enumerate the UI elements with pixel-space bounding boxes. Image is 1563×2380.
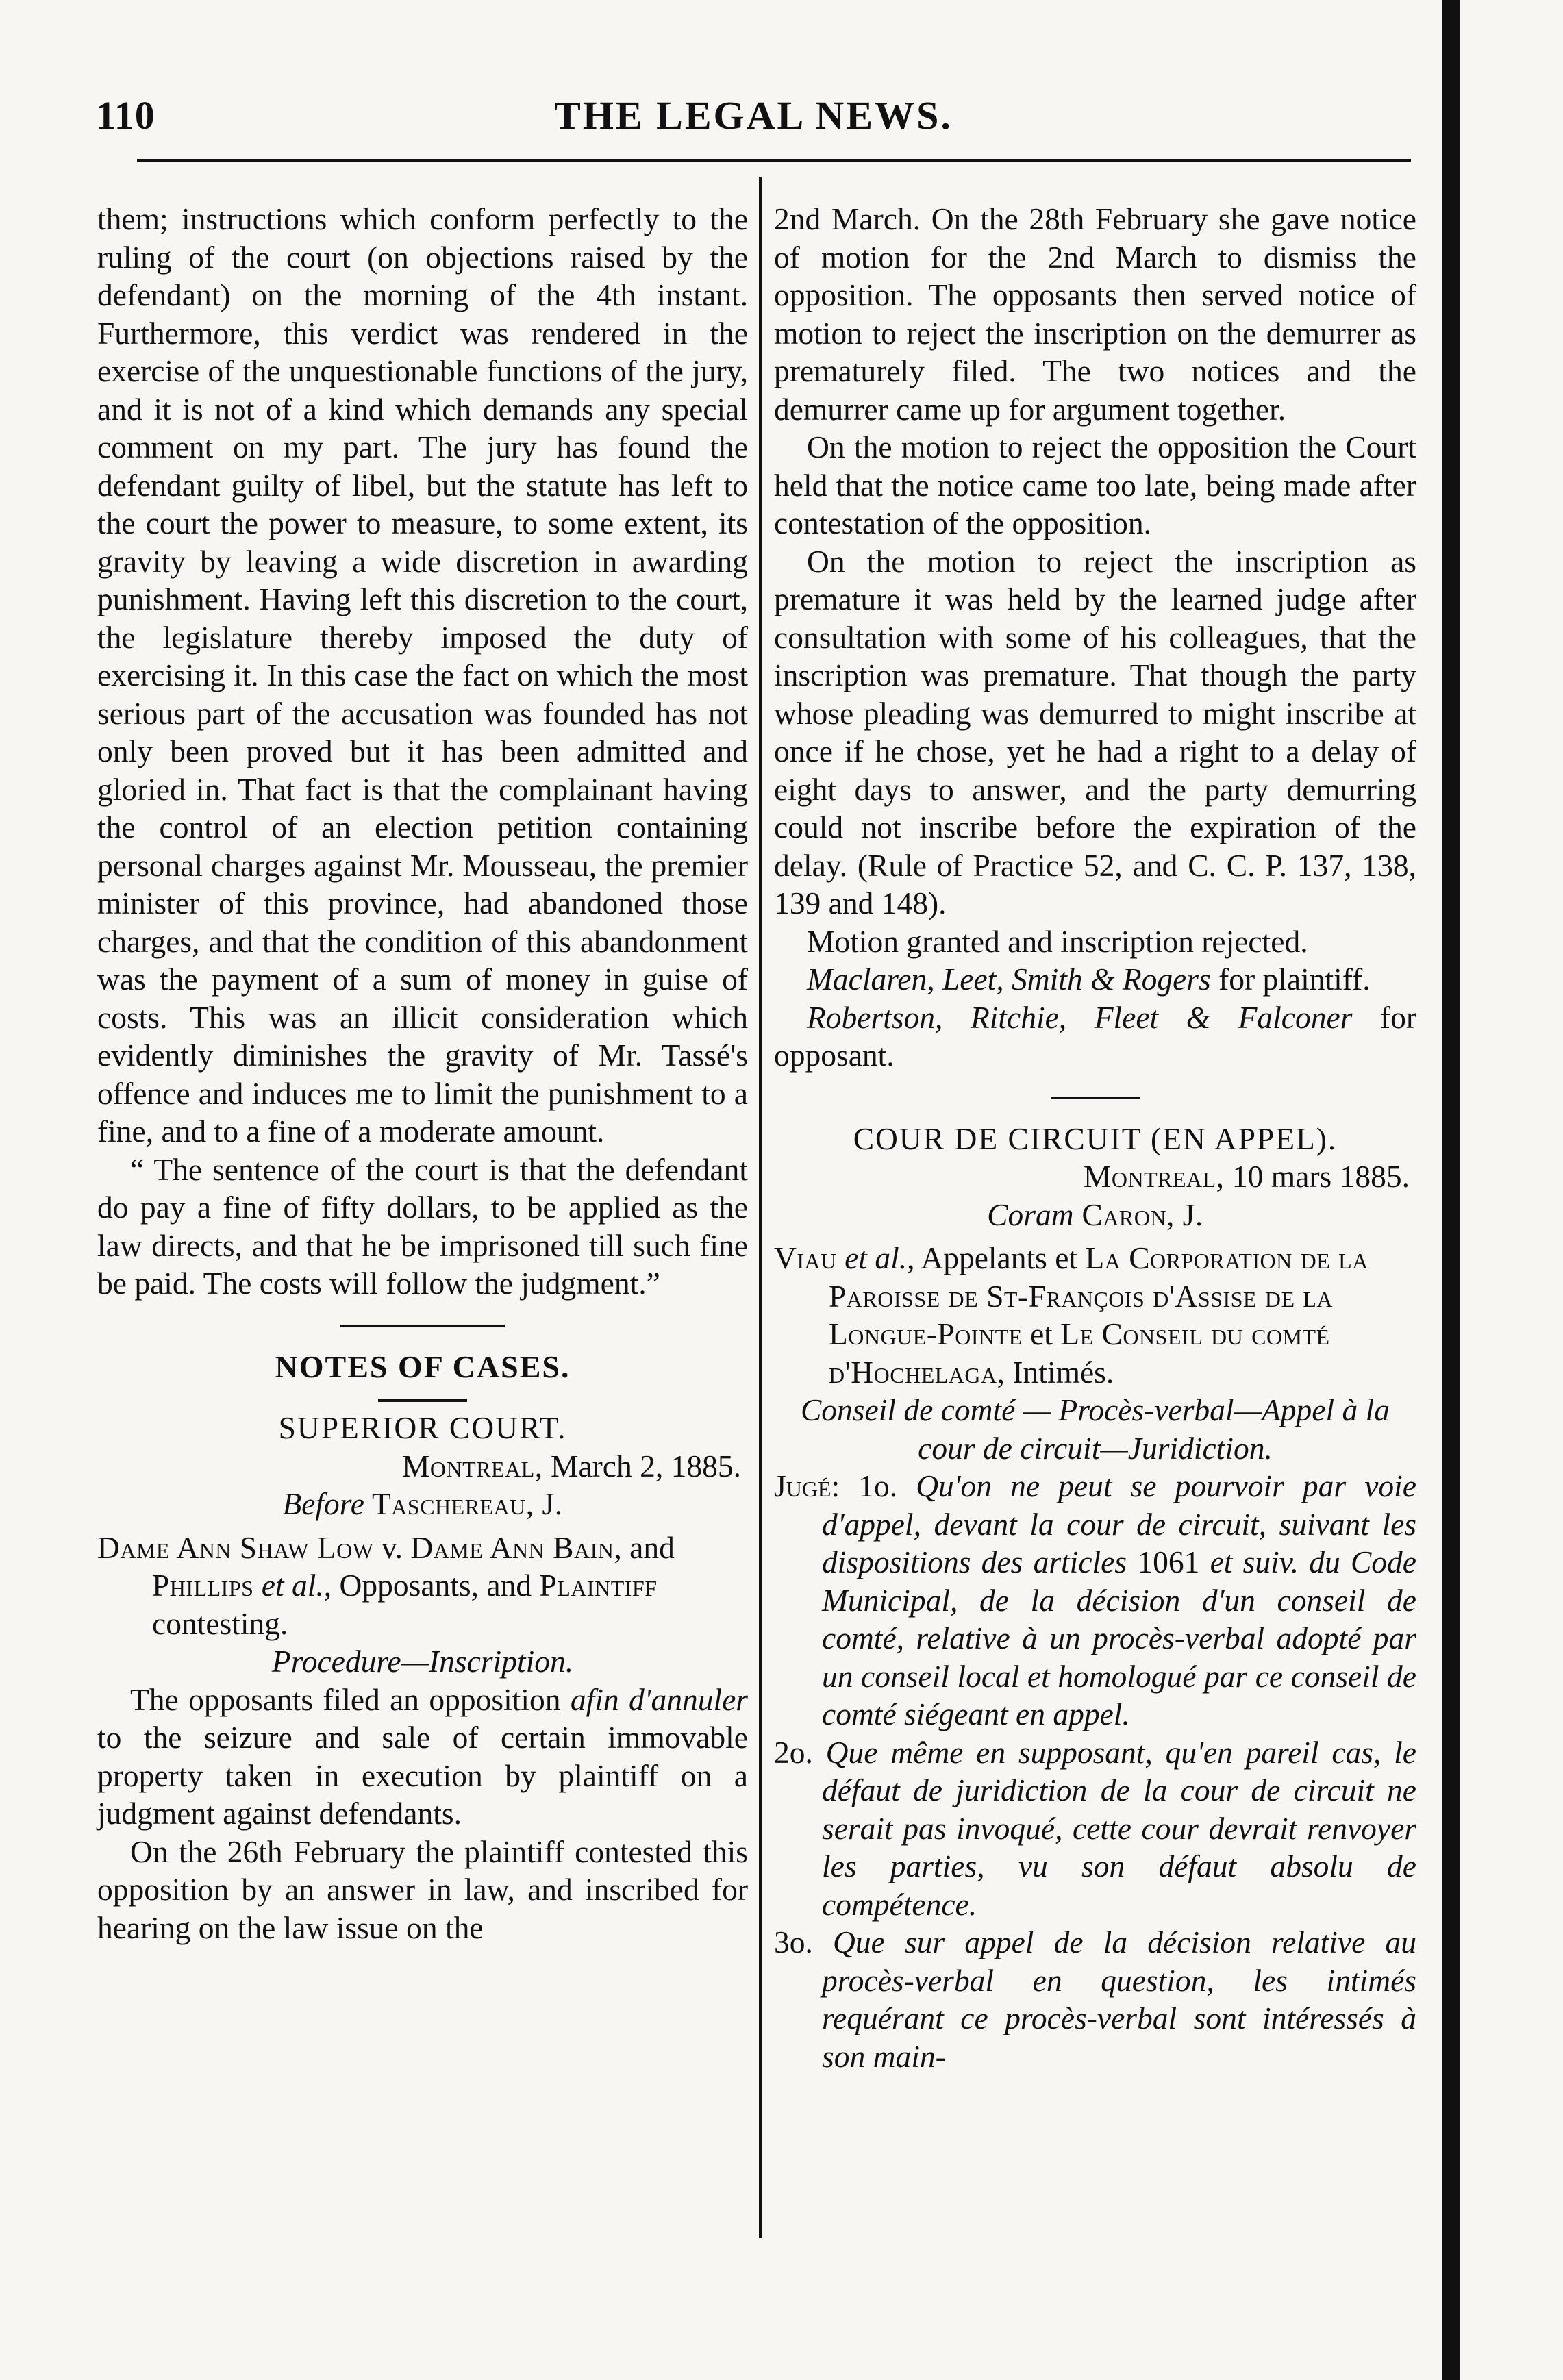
left-paragraph-3 [97, 1681, 748, 1833]
case-subject: Procedure—Inscription. [271, 1644, 574, 1679]
judge-name: Taschereau, J. [364, 1486, 563, 1521]
judge-name: Caron, J. [1073, 1197, 1203, 1232]
right-paragraph-3: On the motion to reject the inscription as premature it was held by the learned judge after consultation with some of his colleagues, that the inscription was premature. That though the party whose pleading was demurred to might inscribe at once if he chose, yet he had a right to a delay of eight days to answer, and the party demurring could not inscribe before the expiration of the delay. (Rule of Practice 52, and C. C. P. 137, 138, 139 and 148). [774, 543, 1416, 920]
heading-rule [378, 1399, 467, 1402]
judge-prefix: Coram [987, 1197, 1074, 1232]
party-name: Dame Ann Bain [410, 1529, 614, 1565]
page-edge-bar [1442, 0, 1460, 2380]
text-run: to the seizure and sale of certain immovable property taken in execution by plaintiff on a judgment against defendants. [97, 1720, 748, 1831]
section-rule [340, 1325, 505, 1327]
case-subject: Conseil de comté — Procès-verbal—Appel à la cour de circuit—Juridiction. [800, 1392, 1390, 1466]
section-rule [1051, 1097, 1140, 1099]
left-paragraph-1: them; instructions which conform perfectly to the ruling of the court (on objections raised by the defendant) on the morning of the 4th instant. Furthermore, this verdict was rendered in the exercise of the unquestionable functions of the jury, and it is not of a kind which demands any special comment on my part. The jury has found the defendant guilty of libel, but the statute has left to the court the power to measure, to some extent, its gravity by leaving a wide discretion in awarding punishment. Having left this discretion to the court, the legislature thereby imposed the duty of exercising it. In this case the fact on which the most serious part of the accusation was founded has not only been proved but it has been admitted and gloried in. That fact is that the complainant having the control of an election petition containing personal charges against Mr. Mousseau, the premier minister of this province, had abandoned those charges, and that the condition of this abandonment was the payment of a sum of money in guise of costs. This was an illicit consideration which evidently diminishes the gravity of Mr. Tassé's offence and induces me to limit the punishment to a fine, and to a fine of a moderate amount. [97, 201, 748, 1149]
item-text: Qu'on ne peut se pourvoir par voie d'appel, devant la cour de circuit, suivant les dispositions des articles [822, 1468, 1416, 1579]
counsel-role: for opposant. [774, 999, 1416, 1073]
left-paragraph-4: On the 26th February the plaintiff contested this opposition by an answer in law, and inscribed for hearing on the law issue on the [97, 1833, 748, 1945]
judge-line [97, 1485, 748, 1523]
left-paragraph-sentence: “ The sentence of the court is that the defendant do pay a fine of fifty dollars, to be applied as the law directs, and that he be imprisoned till such fine be paid. The costs will follow the judgment.” [97, 1151, 748, 1301]
right-paragraph-2: On the motion to reject the opposition the Court held that the notice came too late, being made after contestation of the opposition. [774, 429, 1416, 540]
party-connector: v. [373, 1529, 411, 1565]
case-parties [97, 1529, 748, 1643]
right-column [774, 200, 1416, 2075]
counsel-role: for plaintiff. [1210, 962, 1371, 997]
case-dateline [97, 1447, 748, 1486]
juge-label: Jugé [774, 1468, 831, 1503]
holding-item-1 [774, 1467, 1416, 1733]
text-run-italic: afin d'annuler [570, 1681, 748, 1717]
counsel-plaintiff [774, 960, 1416, 999]
party-role: , Appelants et [907, 1240, 1086, 1275]
dateline-date: 10 mars 1885. [1224, 1159, 1410, 1194]
party-etal: et al. [836, 1240, 908, 1275]
party-name: Phillips [152, 1568, 254, 1603]
party-name: Plaintiff [539, 1568, 658, 1603]
item-text: Que même en supposant, qu'en pareil cas, le défaut de juridiction de la cour de circuit ne serait pas invoqué, cette cour devrait renvoyer les parties, vu son défaut absolu de compétence. [822, 1734, 1417, 1922]
holding-item-3 [774, 1923, 1416, 2075]
party-name: Le Conseil du comté d'Hochelaga [829, 1316, 1330, 1390]
section-heading: NOTES OF CASES. [275, 1349, 571, 1384]
holding-item-2 [774, 1733, 1416, 1924]
page-number: 110 [96, 93, 155, 138]
party-role: contesting. [152, 1605, 288, 1641]
party-connector: et [1022, 1316, 1061, 1351]
item-number: 2o. [774, 1734, 826, 1770]
left-column [97, 200, 748, 1946]
party-name: Viau [774, 1240, 837, 1275]
item-text: et suiv. du Code Municipal, de la décision d'un conseil de comté, relative à un procès-verbal adopté par un conseil local et homologué par ce conseil de comté siégeant en appel. [822, 1544, 1416, 1731]
right-paragraph-1: 2nd March. On the 28th February she gave notice of motion for the 2nd March to dismiss the opposition. The opposants then served notice of motion to reject the inscription on the demurrer as prematurely filed. The two notices and the demurrer came up for argument together. [774, 201, 1416, 427]
column-rule [759, 177, 762, 2238]
dateline-city: Montreal, [1083, 1159, 1225, 1194]
judge-prefix: Before [282, 1486, 364, 1521]
page-header [96, 92, 1411, 147]
court-name: SUPERIOR COURT. [278, 1410, 567, 1445]
item-number: : 1o. [831, 1468, 916, 1503]
item-number: 3o. [774, 1925, 834, 1959]
judge-line [774, 1196, 1416, 1234]
counsel-names: Maclaren, Leet, Smith & Rogers [807, 962, 1211, 997]
party-connector: , and [614, 1529, 675, 1565]
item-text: Que sur appel de la décision relative au procès-verbal en question, les intimés requérant ce procès-verbal sont intéressés à son main- [822, 1925, 1416, 2074]
party-role: , Intimés. [997, 1354, 1114, 1390]
party-name: Dame Ann Shaw Low [97, 1529, 374, 1565]
court-name: COUR DE CIRCUIT (EN APPEL). [853, 1120, 1338, 1156]
header-rule [137, 159, 1411, 162]
dateline-city: Montreal, [401, 1448, 543, 1483]
case-dateline [774, 1157, 1416, 1196]
right-paragraph-4: Motion granted and inscription rejected. [807, 923, 1308, 959]
party-role: , Opposants, and [323, 1568, 540, 1603]
page-title: THE LEGAL NEWS. [554, 93, 953, 138]
party-etal: et al. [253, 1568, 324, 1603]
counsel-opposant [774, 999, 1416, 1075]
text-run: The opposants filed an opposition [130, 1681, 571, 1717]
dateline-date: March 2, 1885. [542, 1448, 741, 1483]
item-article-number: 1061 [1137, 1544, 1200, 1579]
counsel-names: Robertson, Ritchie, Fleet & Falconer [807, 999, 1353, 1035]
case-parties [774, 1239, 1416, 1391]
party-name: La Corporation de la Paroisse de St-François d'Assise de la Longue-Pointe [829, 1240, 1368, 1351]
